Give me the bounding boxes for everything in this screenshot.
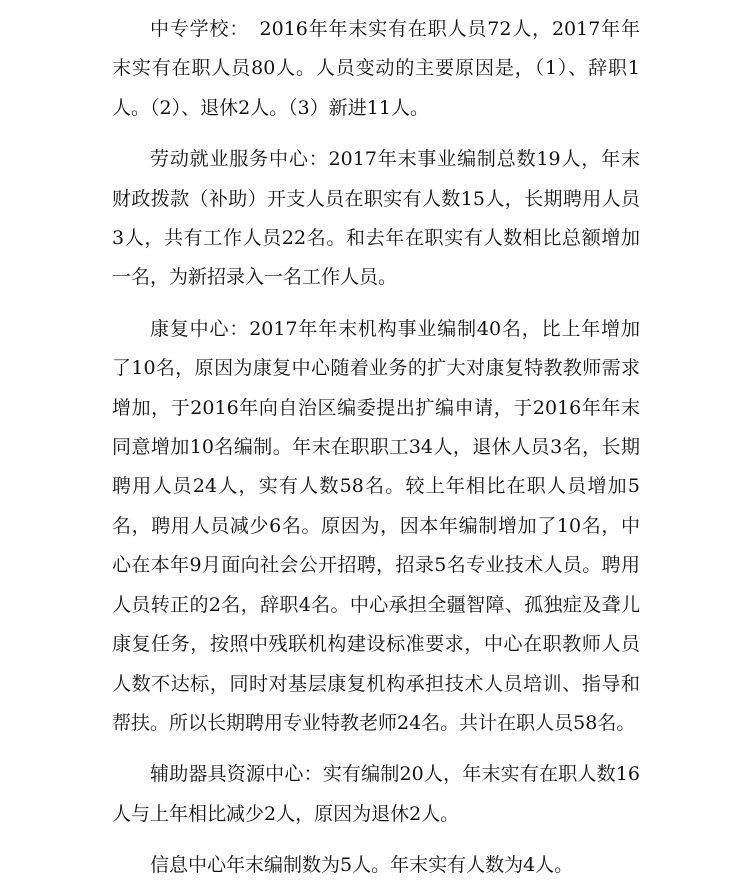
paragraph-rehabilitation-center: 康复中心：2017年年末机构事业编制40名，比上年增加了10名，原因为康复中心随着业务的扩大对康复特教教师需求增加，于2016年向自治区编委提出扩编申请，于2016年年末同意增加10名编制。年末在职职工34人，退休人员3名，长期聘用人员24人，实有人数58名。较上年相比在职人员增加5名，聘用人员减少6名。原因为，因本年编制增加了10名，中心在本年9月面向社会公开招聘，招录5名专业技术人员。聘用人员转正的2名，辞职4名。中心承担全疆智障、孤独症及聋儿康复任务，按照中残联机构建设标准要求，中心在职教师人员人数不达标，同时对基层康复机构承担技术人员培训、指导和帮扶。所以长期聘用专业特教老师24名。共计在职人员58名。: [112, 317, 640, 734]
paragraph-vocational-school: 中专学校： 2016年年末实有在职人员72人，2017年年末实有在职人员80人。人员变动的主要原因是，（1）、辞职1人。（2）、退休2人。（3）新进11人。: [112, 18, 640, 119]
paragraph-employment-service-center: 劳动就业服务中心：2017年末事业编制总数19人，年末财政拨款（补助）开支人员在职实有人数15人，长期聘用人员3人，共有工作人员22名。和去年在职实有人数相比总额增加一名，为新招录入一名工作人员。: [112, 148, 640, 289]
paragraph-information-center: 信息中心年末编制数为5人。年末实有人数为4人。: [150, 854, 574, 877]
paragraph-assistive-devices-center: 辅助器具资源中心：实有编制20人，年末实有在职人数16人与上年相比减少2人，原因为退休2人。: [112, 763, 640, 825]
document-body: [112, 10, 640, 886]
